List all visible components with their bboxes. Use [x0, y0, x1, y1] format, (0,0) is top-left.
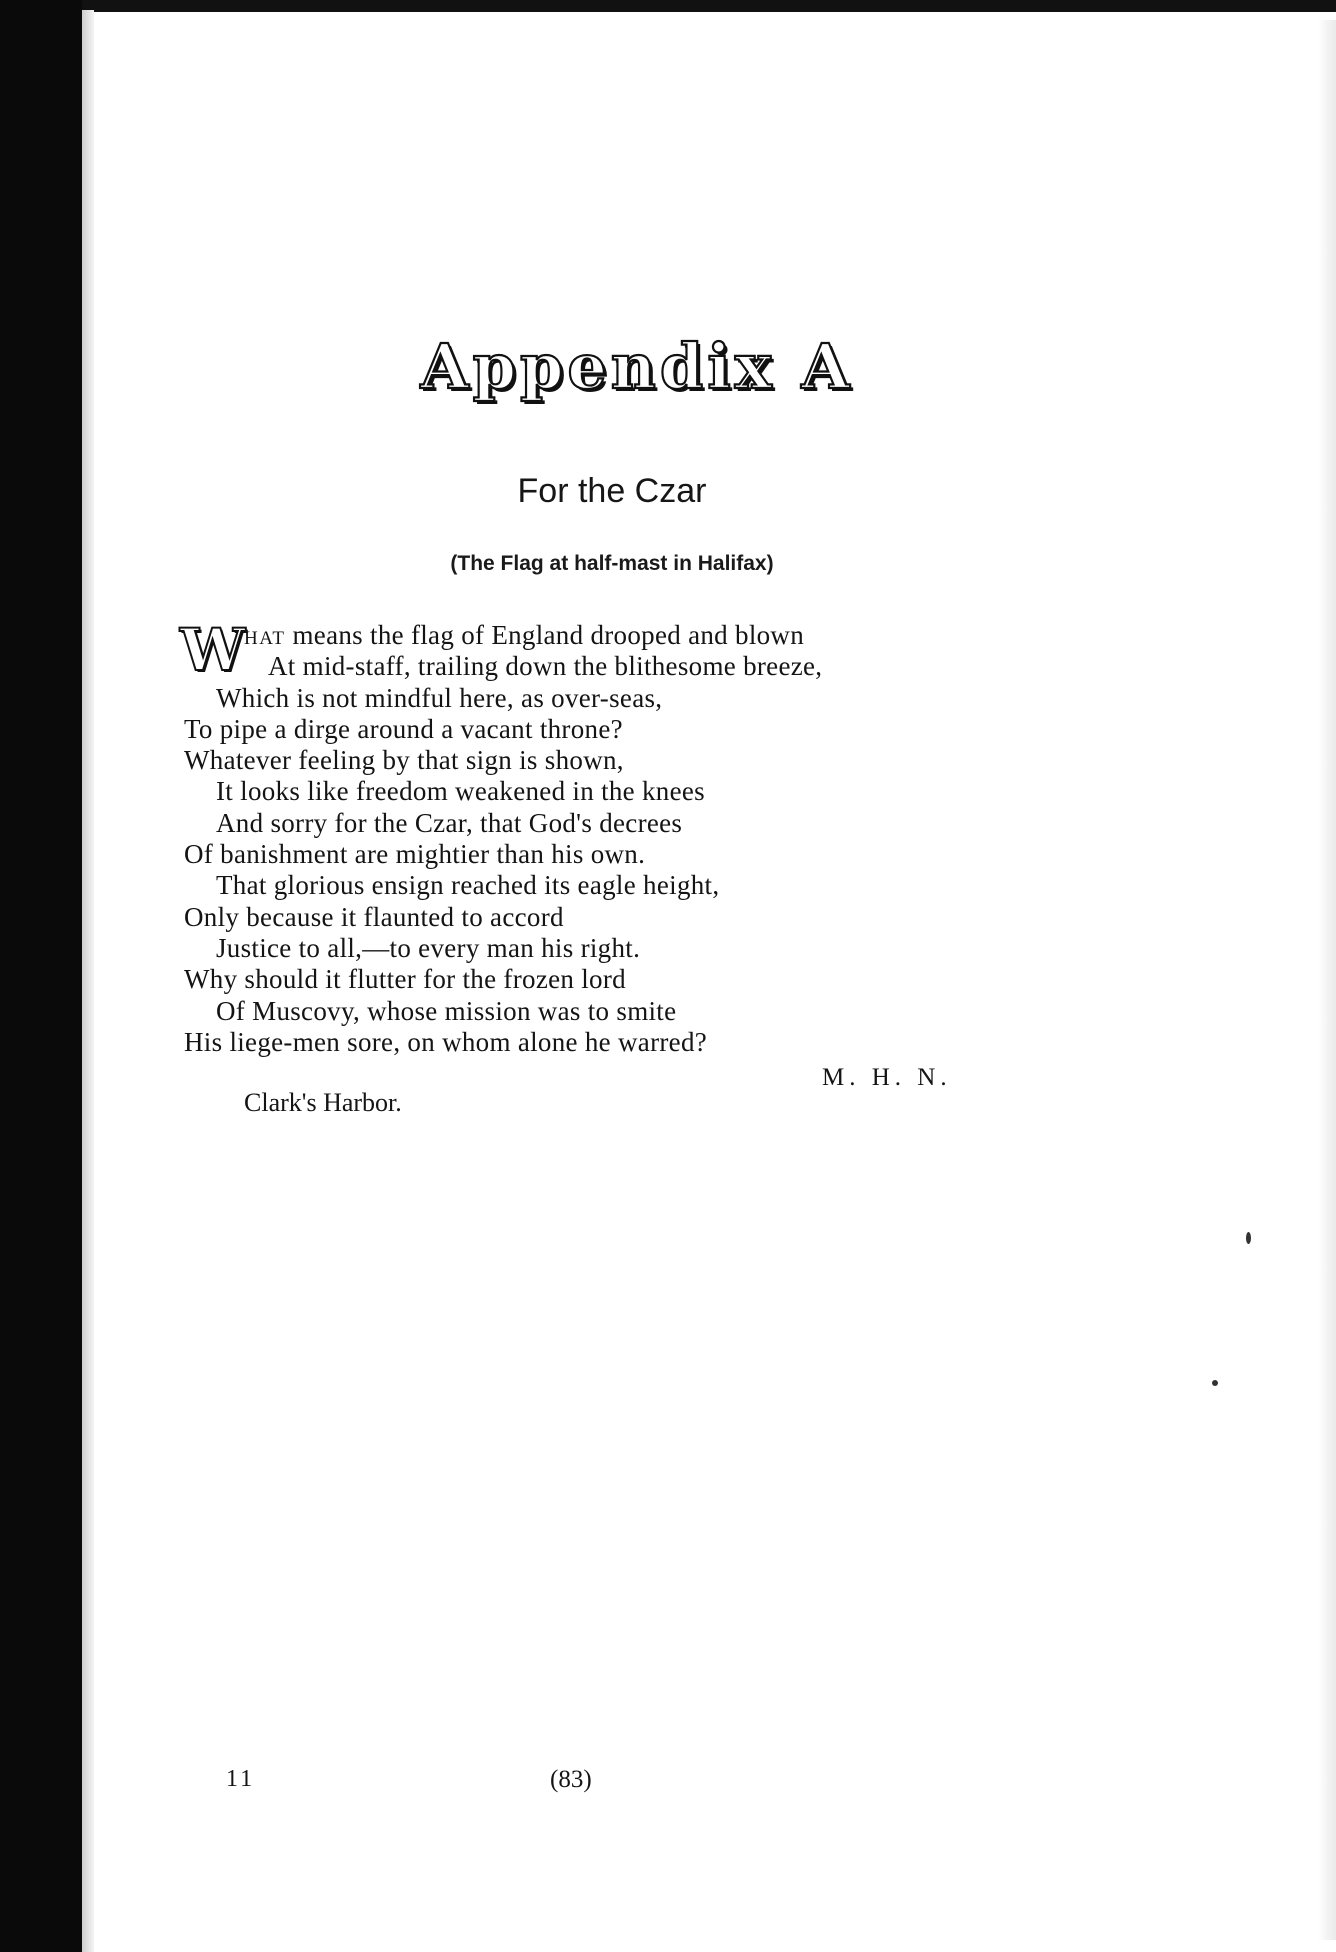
poem-line: Why should it flutter for the frozen lord [184, 964, 626, 995]
printer-signature-mark: 11 [226, 1766, 256, 1792]
scan-border-top [0, 0, 1336, 12]
poem-subtitle: (The Flag at half-mast in Halifax) [450, 552, 774, 575]
poem-line: And sorry for the Czar, that God's decrees [216, 807, 683, 838]
poem-line: Whatever feeling by that sign is shown, [184, 745, 624, 776]
place-of-writing: Clark's Harbor. [244, 1088, 402, 1117]
poem-line: At mid-staff, trailing down the blithesome breeze, [268, 651, 823, 682]
page-number: (83) [550, 1766, 592, 1793]
page-edge [1318, 20, 1336, 1940]
drop-cap: W [180, 616, 246, 684]
poem-line: Justice to all,—to every man his right. [216, 932, 641, 963]
poem-line [184, 620, 1124, 651]
poem-line: Only because it flaunted to accord [184, 901, 564, 932]
poem-line: His liege-men sore, on whom alone he warred? [184, 1026, 708, 1057]
book-page [94, 12, 1318, 1952]
poem-line: To pipe a dirge around a vacant throne? [184, 713, 623, 744]
first-line-lead-word: HAT [244, 628, 286, 649]
scan-border-left [0, 0, 82, 1952]
poem-line: Which is not mindful here, as over-seas, [216, 682, 663, 713]
poem-title: For the Czar [517, 472, 707, 510]
book-spine-shadow [82, 10, 94, 1952]
appendix-heading: Appendix A [420, 330, 854, 403]
poem-body [180, 616, 1124, 1058]
poem-line: That glorious ensign reached its eagle height, [216, 870, 720, 901]
first-line-text: means the flag of England drooped and blown [285, 620, 805, 650]
poem-line: Of banishment are mightier than his own. [184, 839, 646, 870]
poem-line: Of Muscovy, whose mission was to smite [216, 995, 677, 1026]
poem-line: It looks like freedom weakened in the knees [216, 776, 705, 807]
author-initials: M. H. N. [822, 1064, 952, 1091]
